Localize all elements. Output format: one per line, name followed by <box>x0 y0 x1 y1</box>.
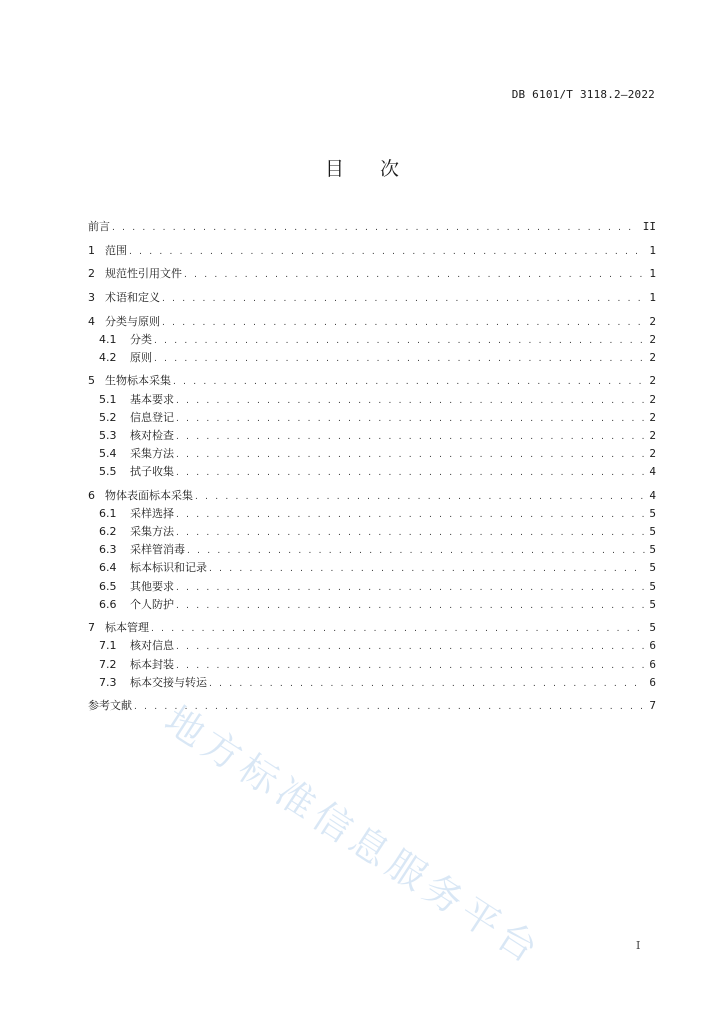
toc-leader-dots <box>129 243 645 261</box>
page-number: I <box>636 939 641 952</box>
toc-leader-dots <box>162 314 645 332</box>
toc-entry-page: 1 <box>649 267 656 281</box>
toc-leader-dots <box>151 620 645 638</box>
toc-entry-page: 5 <box>649 579 656 593</box>
toc-leader-dots <box>176 506 645 524</box>
toc-entry-label: 标本封装 <box>130 657 174 671</box>
toc-entry[interactable] <box>88 463 656 481</box>
toc-entry-page: 7 <box>649 699 656 713</box>
toc-entry-label: 术语和定义 <box>105 290 160 304</box>
toc-entry-label: 生物标本采集 <box>105 374 171 388</box>
toc-leader-dots <box>176 638 645 656</box>
toc-entry-page: 4 <box>649 465 656 479</box>
toc-entry-number: 7.2 <box>99 657 117 671</box>
toc-entry-page: 1 <box>649 290 656 304</box>
toc-entry-number: 5.2 <box>99 410 117 424</box>
toc-leader-dots <box>176 597 645 615</box>
table-of-contents <box>88 218 656 716</box>
toc-entry-page: 2 <box>649 392 656 406</box>
toc-entry-label: 采样选择 <box>130 506 174 520</box>
toc-entry[interactable] <box>88 242 656 260</box>
toc-entry-page: II <box>642 220 656 233</box>
toc-entry-number: 7 <box>88 621 95 635</box>
toc-entry-number: 7.3 <box>99 675 117 689</box>
toc-entry-page: 2 <box>649 374 656 388</box>
toc-entry-number: 6 <box>88 488 95 502</box>
toc-leader-dots <box>187 542 645 560</box>
toc-entry[interactable] <box>88 697 656 715</box>
toc-entry[interactable] <box>88 596 656 614</box>
toc-entry-page: 5 <box>649 506 656 520</box>
toc-entry-number: 6.4 <box>99 561 117 575</box>
toc-entry[interactable] <box>88 409 656 427</box>
toc-entry-label: 拭子收集 <box>130 465 174 479</box>
toc-entry-label: 前言 <box>88 220 110 233</box>
toc-entry-label: 规范性引用文件 <box>105 267 182 281</box>
toc-entry[interactable] <box>88 372 656 390</box>
toc-entry-label: 范围 <box>105 243 127 257</box>
toc-entry[interactable] <box>88 349 656 367</box>
toc-entry-number: 5.5 <box>99 465 117 479</box>
toc-entry[interactable] <box>88 391 656 409</box>
toc-entry-label: 分类与原则 <box>105 314 160 328</box>
toc-entry[interactable] <box>88 289 656 307</box>
toc-entry-number: 6.1 <box>99 506 117 520</box>
toc-entry-number: 6.2 <box>99 525 117 539</box>
toc-leader-dots <box>209 560 645 578</box>
toc-entry[interactable] <box>88 505 656 523</box>
toc-entry-label: 参考文献 <box>88 699 132 713</box>
toc-entry-number: 4.2 <box>99 350 117 364</box>
toc-entry-label: 采集方法 <box>130 447 174 461</box>
toc-entry-label: 核对检查 <box>130 428 174 442</box>
toc-entry[interactable] <box>88 523 656 541</box>
toc-leader-dots <box>176 524 645 542</box>
toc-entry-label: 核对信息 <box>130 639 174 653</box>
toc-entry-number: 3 <box>88 290 95 304</box>
toc-entry-page: 5 <box>649 597 656 611</box>
toc-entry[interactable] <box>88 265 656 283</box>
toc-entry-page: 5 <box>649 543 656 557</box>
toc-entry-number: 5.3 <box>99 428 117 442</box>
toc-entry-page: 2 <box>649 350 656 364</box>
toc-entry[interactable] <box>88 674 656 692</box>
toc-entry-label: 其他要求 <box>130 579 174 593</box>
toc-leader-dots <box>176 579 645 597</box>
toc-entry[interactable] <box>88 619 656 637</box>
toc-entry-label: 基本要求 <box>130 392 174 406</box>
toc-entry[interactable] <box>88 656 656 674</box>
toc-leader-dots <box>173 373 645 391</box>
toc-entry[interactable] <box>88 541 656 559</box>
toc-entry-page: 2 <box>649 410 656 424</box>
toc-entry-label: 采集方法 <box>130 525 174 539</box>
toc-entry-number: 5 <box>88 374 95 388</box>
toc-entry[interactable] <box>88 578 656 596</box>
toc-entry-page: 2 <box>649 447 656 461</box>
toc-entry-number: 2 <box>88 267 95 281</box>
toc-leader-dots <box>176 446 645 464</box>
watermark: 地方标准信息服务平台 <box>157 697 551 975</box>
toc-entry-label: 分类 <box>130 332 152 346</box>
toc-entry-page: 5 <box>649 561 656 575</box>
toc-entry[interactable] <box>88 218 656 236</box>
toc-entry-label: 物体表面标本采集 <box>105 488 193 502</box>
toc-leader-dots <box>112 219 639 237</box>
toc-leader-dots <box>176 410 645 428</box>
toc-entry-number: 6.6 <box>99 597 117 611</box>
toc-entry-page: 4 <box>649 488 656 502</box>
toc-entry-number: 5.4 <box>99 447 117 461</box>
toc-entry-page: 1 <box>649 243 656 257</box>
toc-entry[interactable] <box>88 637 656 655</box>
toc-entry[interactable] <box>88 445 656 463</box>
toc-entry-page: 2 <box>649 428 656 442</box>
toc-entry-page: 5 <box>649 525 656 539</box>
toc-leader-dots <box>195 488 645 506</box>
toc-title: 目次 <box>324 158 435 180</box>
toc-entry-page: 5 <box>649 621 656 635</box>
toc-entry-label: 采样管消毒 <box>130 543 185 557</box>
toc-entry[interactable] <box>88 427 656 445</box>
toc-entry-number: 4.1 <box>99 332 117 346</box>
toc-leader-dots <box>209 675 645 693</box>
toc-leader-dots <box>154 350 645 368</box>
toc-entry-number: 5.1 <box>99 392 117 406</box>
toc-entry[interactable] <box>88 487 656 505</box>
toc-entry-page: 6 <box>649 639 656 653</box>
toc-entry-label: 标本交接与转运 <box>130 675 207 689</box>
toc-entry-number: 6.5 <box>99 579 117 593</box>
toc-entry-page: 2 <box>649 332 656 346</box>
toc-entry-label: 标本标识和记录 <box>130 561 207 575</box>
toc-entry-label: 信息登记 <box>130 410 174 424</box>
toc-entry-label: 原则 <box>130 350 152 364</box>
toc-leader-dots <box>184 266 645 284</box>
toc-entry-number: 6.3 <box>99 543 117 557</box>
toc-entry-page: 6 <box>649 657 656 671</box>
toc-leader-dots <box>134 698 645 716</box>
toc-leader-dots <box>162 290 645 308</box>
toc-entry-page: 6 <box>649 675 656 689</box>
toc-entry[interactable] <box>88 559 656 577</box>
document-id: DB 6101/T 3118.2—2022 <box>511 88 655 101</box>
toc-entry-number: 1 <box>88 243 95 257</box>
toc-entry-label: 标本管理 <box>105 621 149 635</box>
toc-entry[interactable] <box>88 313 656 331</box>
toc-entry-label: 个人防护 <box>130 597 174 611</box>
toc-entry-number: 4 <box>88 314 95 328</box>
toc-entry-page: 2 <box>649 314 656 328</box>
toc-leader-dots <box>176 392 645 410</box>
toc-entry[interactable] <box>88 331 656 349</box>
toc-leader-dots <box>176 464 645 482</box>
toc-leader-dots <box>154 332 645 350</box>
toc-entry-number: 7.1 <box>99 639 117 653</box>
toc-leader-dots <box>176 428 645 446</box>
toc-leader-dots <box>176 657 645 675</box>
